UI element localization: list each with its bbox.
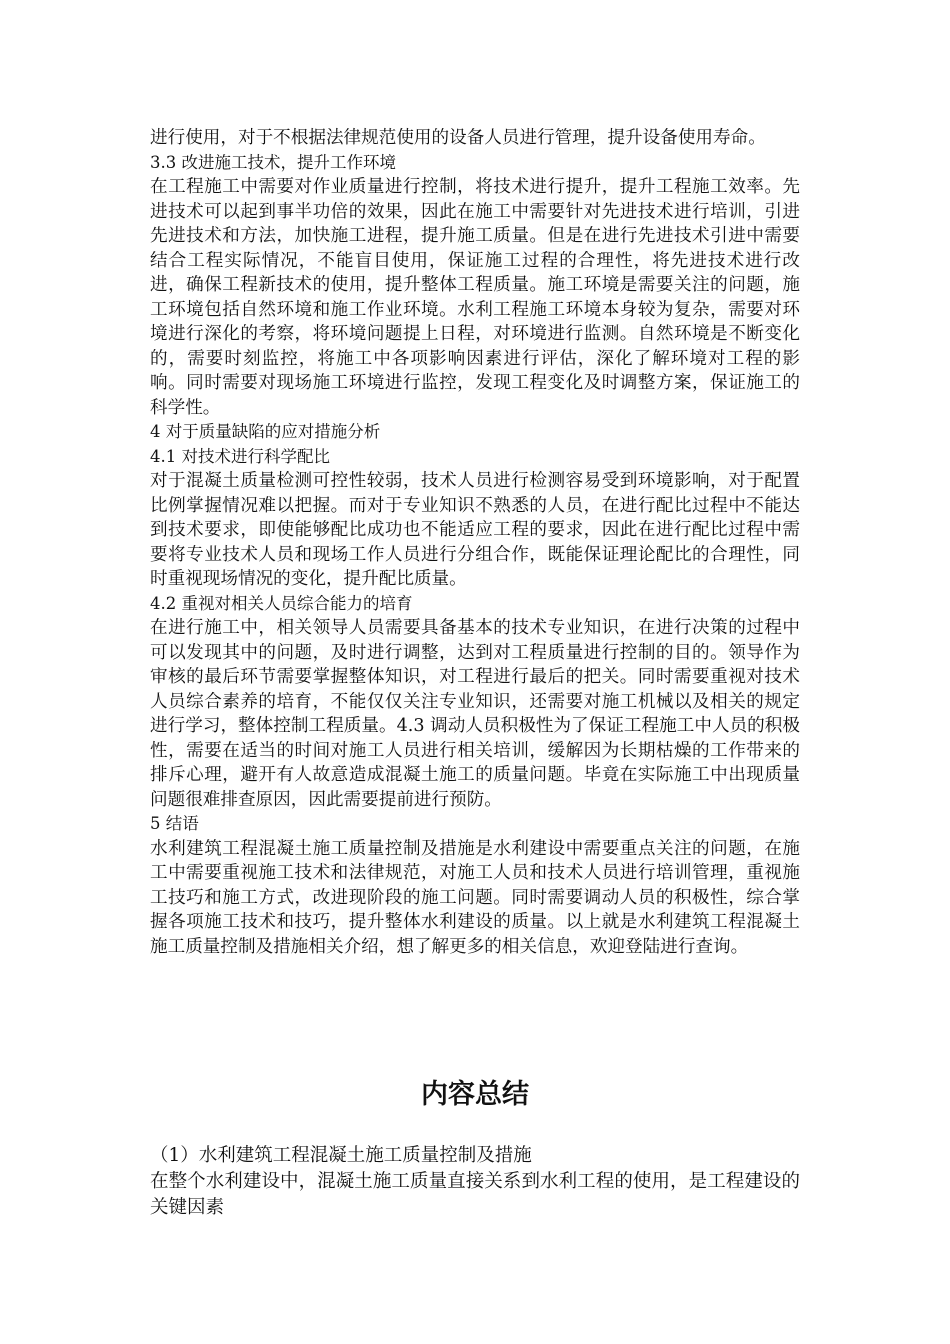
summary-item-text: 在整个水利建设中，混凝土施工质量直接关系到水利工程的使用，是工程建设的关键因素 [150,1171,800,1218]
paragraph: 在进行施工中，相关领导人员需要具备基本的技术专业知识，在进行决策的过程中可以发现其中的问题，及时进行调整，达到对工程质量进行控制的目的。领导作为审核的最后环节需要掌握整体知识，对工程进行最后的把关。同时需要重视对技术人员综合素养的培育，不能仅仅关注专业知识，还需要对施工机械以及相关的规定进行学习，整体控制工程质量。4.3 调动人员积极性为了保证工程施工中人员的积极性，需要在适当的时间对施工人员进行相关培训，缓解因为长期枯燥的工作带来的排斥心理，避开有人故意造成混凝土施工的质量问题。毕竟在实际施工中出现质量问题很难排查原因，因此需要提前进行预防。 [150,618,800,810]
paragraph: 水利建筑工程混凝土施工质量控制及措施是水利建设中需要重点关注的问题，在施工中需要重视施工技术和法律规范，对施工人员和技术人员进行培训管理，重视施工技巧和施工方式，改进现阶段的施工问题。同时需要调动人员的积极性，综合掌握各项施工技术和技巧，提升整体水利建设的质量。以上就是水利建筑工程混凝土施工质量控制及措施相关介绍，想了解更多的相关信息，欢迎登陆进行查询。 [150,838,800,957]
paragraph: 对于混凝土质量检测可控性较弱，技术人员进行检测容易受到环境影响，对于配置比例掌握情况难以把握。而对于专业知识不熟悉的人员，在进行配比过程中不能达到技术要求，即使能够配比成功也不能适应工程的要求，因此在进行配比过程中需要将专业技术人员和现场工作人员进行分组合作，既能保证理论配比的合理性，同时重视现场情况的变化，提升配比质量。 [150,471,800,589]
summary-title: 内容总结 [421,1079,529,1110]
section-heading: 3.3 改进施工技术，提升工作环境 [150,152,396,172]
section-heading: 5 结语 [150,814,199,833]
summary-item-heading: （1）水利建筑工程混凝土施工质量控制及措施 [150,1145,532,1166]
paragraph: 在工程施工中需要对作业质量进行控制，将技术进行提升，提升工程施工效率。先进技术可以起到事半功倍的效果，因此在施工中需要针对先进技术进行培训，引进先进技术和方法，加快施工进程，提升施工质量。但是在进行先进技术引进中需要结合工程实际情况，不能盲目使用，保证施工过程的合理性，将先进技术进行改进，确保工程新技术的使用，提升整体工程质量。施工环境是需要关注的问题，施工环境包括自然环境和施工作业环境。水利工程施工环境本身较为复杂，需要对环境进行深化的考察，将环境问题提上日程，对环境进行监测。自然环境是不断变化的，需要时刻监控，将施工中各项影响因素进行评估，深化了解环境对工程的影响。同时需要对现场施工环境进行监控，发现工程变化及时调整方案，保证施工的科学性。 [150,177,800,418]
section-heading: 4.2 重视对相关人员综合能力的培育 [150,593,413,613]
paragraph: 进行使用，对于不根据法律规范使用的设备人员进行管理，提升设备使用寿命。 [150,128,766,148]
section-heading: 4 对于质量缺陷的应对措施分析 [150,422,381,441]
summary-section [150,1143,800,1221]
document-body [150,126,800,959]
section-heading: 4.1 对技术进行科学配比 [150,446,330,466]
